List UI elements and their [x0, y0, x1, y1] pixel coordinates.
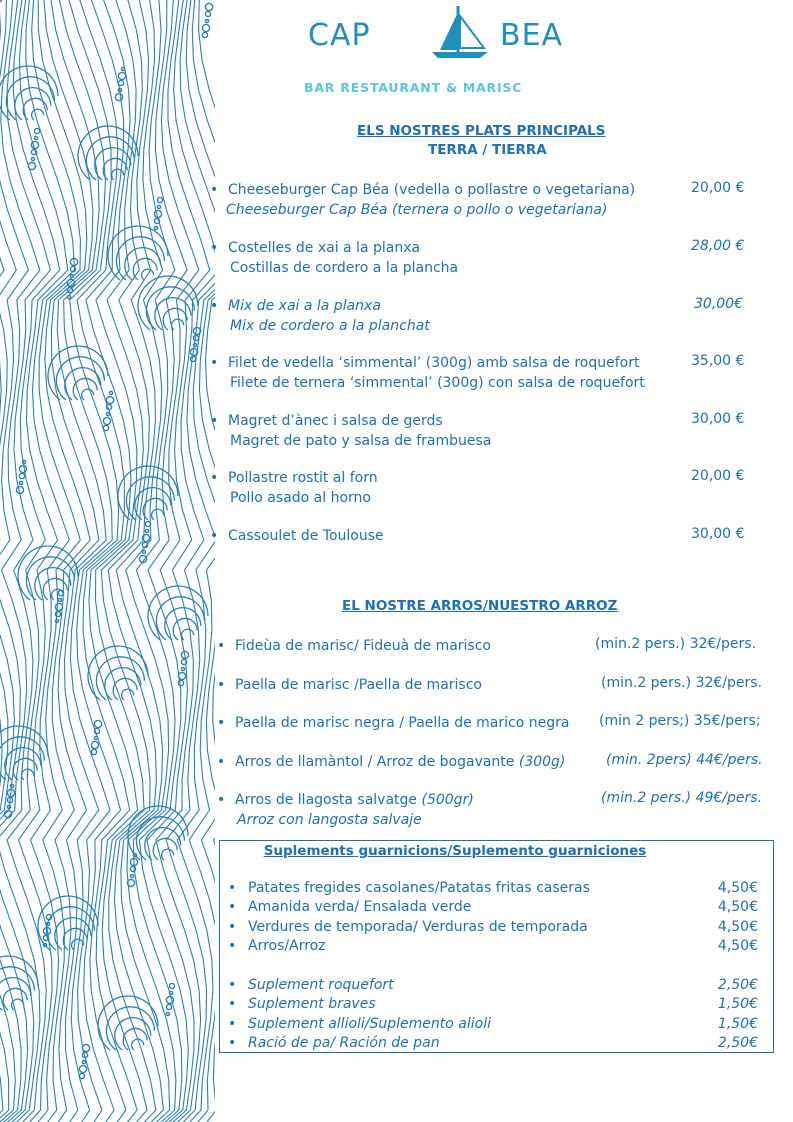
- bullet: •: [228, 1015, 237, 1032]
- dish-name-ca: Mix de xai a la planxa: [228, 298, 381, 314]
- rice-weight: (500gr): [421, 792, 474, 808]
- bullet: •: [210, 240, 219, 256]
- dish-name-es: Mix de cordero a la planchat: [230, 318, 430, 334]
- dish-price: 35,00 €: [691, 353, 745, 369]
- supplement-row: [228, 996, 758, 1015]
- supplement-name: Suplement roquefort: [248, 977, 394, 993]
- rice-name-es: Arroz con langosta salvaje: [237, 812, 422, 828]
- dish-price: 30,00 €: [691, 526, 745, 542]
- bullet: •: [210, 413, 219, 429]
- supplement-name: Amanida verda/ Ensalada verde: [248, 899, 472, 916]
- bullet: •: [210, 470, 219, 486]
- bullet: •: [210, 528, 219, 544]
- rice-name-text: Arros de llamàntol / Arroz de bogavante: [235, 754, 515, 770]
- bullet: •: [217, 677, 226, 693]
- rice-price: (min.2 pers.) 49€/pers.: [601, 790, 763, 806]
- rice-weight: (300g): [518, 754, 566, 770]
- dish-name-es: Magret de pato y salsa de frambuesa: [230, 433, 492, 449]
- rice-price: (min 2 pers;) 35€/pers;: [599, 713, 761, 729]
- supplement-row: [228, 919, 758, 938]
- rice-name: [235, 636, 491, 656]
- bullet: •: [217, 754, 226, 770]
- rice-name: [235, 790, 474, 810]
- bullet: •: [228, 899, 237, 916]
- bullet: •: [217, 715, 226, 731]
- bullet: •: [228, 996, 237, 1013]
- supplement-row: [228, 1016, 758, 1035]
- bullet: •: [217, 792, 226, 808]
- dish-price: 20,00 €: [691, 468, 745, 484]
- supplement-price: 2,50€: [717, 977, 758, 993]
- logo-name-right: BEA: [500, 18, 564, 53]
- supplements-box: [219, 840, 774, 1053]
- supplement-name: Verdures de temporada/ Verduras de temporada: [248, 918, 588, 935]
- rice-name: [235, 675, 482, 695]
- supplement-name: Suplement allioli/Suplemento alioli: [248, 1015, 492, 1032]
- supplement-name: Arros/Arroz: [248, 937, 326, 954]
- mains-title: ELS NOSTRES PLATS PRINCIPALS: [357, 123, 606, 139]
- dish-name-ca: Pollastre rostit al forn: [228, 470, 378, 486]
- supplement-price: 2,50€: [717, 1034, 758, 1051]
- bullet: •: [217, 638, 226, 654]
- dish-name-ca: Cassoulet de Toulouse: [228, 528, 384, 544]
- rice-title: EL NOSTRE ARROS/NUESTRO ARROZ: [342, 598, 618, 614]
- dish-name-ca: Costelles de xai a la planxa: [228, 240, 421, 256]
- rice-price: (min.2 pers.) 32€/pers.: [601, 675, 763, 691]
- supplement-price: 4,50€: [717, 918, 758, 935]
- bullet: •: [228, 1034, 237, 1051]
- dish-name-es: Pollo asado al horno: [230, 490, 371, 506]
- supplement-row: [228, 880, 758, 899]
- dish-name-ca: Cheeseburger Cap Béa (vedella o pollastre o vegetariana): [228, 182, 636, 198]
- supplement-row: [228, 899, 758, 918]
- supplement-row: [228, 1035, 758, 1054]
- bullet: •: [228, 880, 237, 896]
- ocean-waves-icon: [0, 0, 215, 1122]
- sailboat-icon: [418, 2, 498, 60]
- supplement-row: [228, 938, 758, 957]
- supplement-name: Ració de pa/ Ración de pan: [248, 1034, 440, 1051]
- bullet: •: [210, 355, 219, 371]
- supplement-price: 1,50€: [717, 996, 758, 1013]
- bullet: •: [210, 182, 219, 198]
- dish-name-ca: Magret d’ànec i salsa de gerds: [228, 413, 443, 429]
- supplement-price: 1,50€: [717, 1015, 758, 1032]
- supplement-row: [228, 977, 758, 996]
- logo-tagline: BAR RESTAURANT & MARISC: [304, 80, 523, 95]
- dish-name-ca: Filet de vedella ‘simmental’ (300g) amb salsa de roquefort: [228, 355, 640, 371]
- bullet: •: [228, 977, 237, 993]
- dish-price: 30,00€: [694, 296, 743, 312]
- dish-price: 20,00 €: [691, 180, 745, 196]
- supplement-price: 4,50€: [717, 937, 758, 954]
- dish-price: 28,00 €: [691, 238, 745, 254]
- rice-name-text: Fideùa de marisc/ Fideuà de marisco: [235, 638, 491, 654]
- supplement-name: Patates fregides casolanes/Patatas fritas caseras: [248, 880, 590, 896]
- rice-name-text: Arros de llagosta salvatge: [235, 792, 418, 808]
- bullet: •: [210, 298, 219, 314]
- dish-name-es: Filete de ternera ‘simmental’ (300g) con salsa de roquefort: [230, 375, 645, 391]
- supplement-price: 4,50€: [717, 899, 758, 916]
- mains-subtitle: TERRA / TIERRA: [428, 142, 547, 158]
- dish-name-es: Costillas de cordero a la plancha: [230, 260, 459, 276]
- rice-name-text: Paella de marisc negra / Paella de marico negra: [235, 715, 570, 731]
- dish-price: 30,00 €: [691, 411, 745, 427]
- bullet: •: [228, 937, 237, 954]
- bullet: •: [228, 918, 237, 935]
- logo: [300, 0, 600, 100]
- supplement-name: Suplement braves: [248, 996, 376, 1013]
- rice-price: (min. 2pers) 44€/pers.: [606, 752, 763, 768]
- rice-name-text: Paella de marisc /Paella de marisco: [235, 677, 482, 693]
- rice-name: [235, 752, 565, 772]
- rice-name: [235, 713, 569, 733]
- rice-price: (min.2 pers.) 32€/pers.: [595, 636, 757, 652]
- supplement-price: 4,50€: [717, 880, 758, 896]
- logo-name-left: CAP: [308, 18, 371, 53]
- dish-name-es: Cheeseburger Cap Béa (ternera o pollo o vegetariana): [226, 202, 608, 218]
- supplements-title: Suplements guarnicions/Suplemento guarniciones: [263, 843, 647, 859]
